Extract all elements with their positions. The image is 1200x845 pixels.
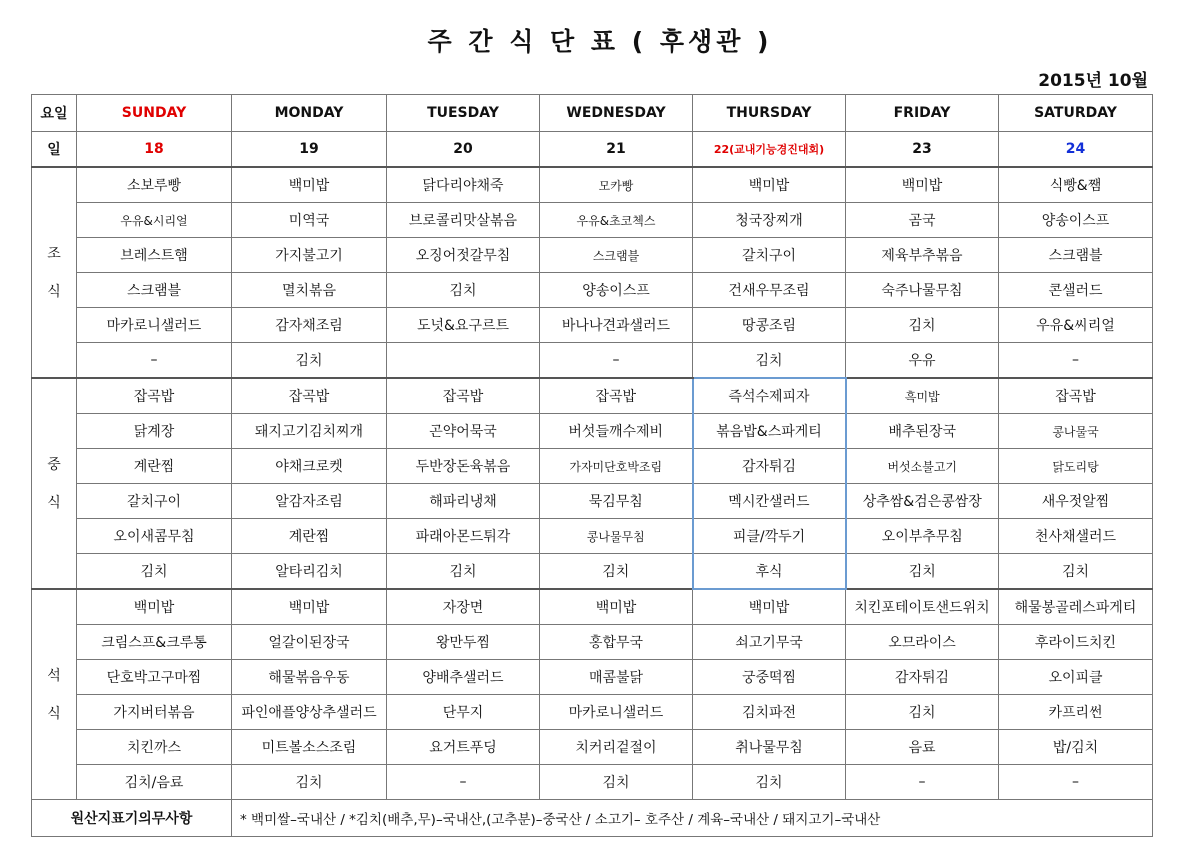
menu-item: 김치 (846, 308, 999, 343)
menu-item: 청국장찌개 (693, 203, 846, 238)
menu-item: 콘샐러드 (999, 273, 1153, 308)
menu-item: 잡곡밥 (387, 378, 540, 414)
date-cell: 18 (77, 132, 232, 168)
menu-item: 백미밥 (232, 589, 387, 625)
meal-label-char: 석 (47, 667, 61, 684)
menu-item: 상추쌈&검은콩쌈장 (846, 484, 999, 519)
menu-item: 갈치구이 (77, 484, 232, 519)
menu-item: 파인애플양상추샐러드 (232, 695, 387, 730)
day-header-wednesday: WEDNESDAY (540, 95, 693, 132)
meal-row (32, 414, 1153, 449)
menu-item: 즉석수제피자 (693, 378, 846, 414)
menu-item: 돼지고기김치찌개 (232, 414, 387, 449)
menu-item: 마카로니샐러드 (77, 308, 232, 343)
meal-label-char: 식 (47, 283, 61, 300)
origin-notice-row (32, 800, 1153, 837)
menu-item: 감자채조림 (232, 308, 387, 343)
menu-item: 스크램블 (77, 273, 232, 308)
menu-item: 콩나물국 (999, 414, 1153, 449)
menu-item: 잡곡밥 (232, 378, 387, 414)
menu-item: 음료 (846, 730, 999, 765)
menu-item: 후라이드치킨 (999, 625, 1153, 660)
menu-item: 후식 (693, 554, 846, 590)
menu-item: 양송이스프 (540, 273, 693, 308)
menu-item: 두반장돈육볶음 (387, 449, 540, 484)
menu-item: 백미밥 (540, 589, 693, 625)
menu-item: 왕만두찜 (387, 625, 540, 660)
meal-row (32, 449, 1153, 484)
menu-item: 가자미단호박조림 (540, 449, 693, 484)
meal-row (32, 484, 1153, 519)
month-label: 2015년 10월 (1038, 71, 1148, 91)
menu-item: 해물볶음우동 (232, 660, 387, 695)
meal-row (32, 238, 1153, 273)
day-header-thursday: THURSDAY (693, 95, 846, 132)
menu-item: 백미밥 (232, 167, 387, 203)
menu-item: 볶음밥&스파게티 (693, 414, 846, 449)
menu-item: 스크램블 (540, 238, 693, 273)
day-header-tuesday: TUESDAY (387, 95, 540, 132)
menu-item: 오이부추무침 (846, 519, 999, 554)
menu-item: 얼갈이된장국 (232, 625, 387, 660)
menu-item: 홍합무국 (540, 625, 693, 660)
meal-row (32, 695, 1153, 730)
menu-item: 양배추샐러드 (387, 660, 540, 695)
menu-item: 가지불고기 (232, 238, 387, 273)
menu-item: 김치 (540, 765, 693, 800)
menu-item: 치커리겉절이 (540, 730, 693, 765)
meal-row (32, 378, 1153, 414)
menu-item: 단호박고구마찜 (77, 660, 232, 695)
menu-item: 배추된장국 (846, 414, 999, 449)
menu-item: 알타리김치 (232, 554, 387, 590)
menu-item: 버섯소불고기 (846, 449, 999, 484)
menu-item: 김치/음료 (77, 765, 232, 800)
menu-item: 김치 (846, 695, 999, 730)
menu-item: 우유&시리얼 (77, 203, 232, 238)
menu-item: – (387, 765, 540, 800)
menu-item: 치킨포테이토샌드위치 (846, 589, 999, 625)
menu-item: 오징어젓갈무침 (387, 238, 540, 273)
menu-item: 김치 (387, 273, 540, 308)
menu-item: 야채크로켓 (232, 449, 387, 484)
menu-item: 김치 (999, 554, 1153, 590)
date-cell: 23 (846, 132, 999, 168)
menu-item: – (999, 765, 1153, 800)
menu-item: 닭계장 (77, 414, 232, 449)
menu-item: 파래아몬드튀각 (387, 519, 540, 554)
menu-item: 멸치볶음 (232, 273, 387, 308)
meal-label-char: 식 (47, 494, 61, 511)
menu-item: 도넛&요구르트 (387, 308, 540, 343)
menu-item: 김치파전 (693, 695, 846, 730)
menu-item: 오므라이스 (846, 625, 999, 660)
date-cell: 22(교내기능경진대회) (693, 132, 846, 168)
menu-item: 크림스프&크루통 (77, 625, 232, 660)
day-header-friday: FRIDAY (846, 95, 999, 132)
menu-item: 해파리냉채 (387, 484, 540, 519)
menu-item: – (540, 343, 693, 379)
menu-item: 오이피클 (999, 660, 1153, 695)
menu-item: 미트볼소스조림 (232, 730, 387, 765)
page-title: 주 간 식 단 표 ( 후생관 ) (427, 27, 773, 56)
menu-item: – (77, 343, 232, 379)
menu-item: 해물봉골레스파게티 (999, 589, 1153, 625)
day-header-row (32, 95, 1153, 132)
menu-item: 김치 (387, 554, 540, 590)
meal-row (32, 730, 1153, 765)
meal-label (32, 378, 77, 589)
menu-item: 제육부추볶음 (846, 238, 999, 273)
menu-item: 매콤불닭 (540, 660, 693, 695)
menu-item: 잡곡밥 (999, 378, 1153, 414)
date-cell: 24 (999, 132, 1153, 168)
menu-item: 백미밥 (693, 589, 846, 625)
menu-item: 브레스트햄 (77, 238, 232, 273)
menu-item (387, 343, 540, 379)
menu-item: 우유 (846, 343, 999, 379)
day-header-label: 요일 (32, 95, 77, 132)
menu-item: 계란찜 (232, 519, 387, 554)
meal-row (32, 273, 1153, 308)
menu-item: 스크램블 (999, 238, 1153, 273)
menu-item: 요거트푸딩 (387, 730, 540, 765)
meal-label (32, 167, 77, 378)
menu-item: 우유&초코첵스 (540, 203, 693, 238)
origin-notice-text: * 백미쌀–국내산 / *김치(배추,무)–국내산,(고추분)–중국산 / 소고기– 호주산 / 계육–국내산 / 돼지고기–국내산 (232, 800, 1153, 837)
menu-item: 버섯들깨수제비 (540, 414, 693, 449)
date-row (32, 132, 1153, 168)
menu-item: 감자튀김 (846, 660, 999, 695)
menu-item: 소보루빵 (77, 167, 232, 203)
meal-row (32, 625, 1153, 660)
menu-item: 가지버터볶음 (77, 695, 232, 730)
menu-item: 알감자조림 (232, 484, 387, 519)
menu-item: 백미밥 (693, 167, 846, 203)
menu-item: 김치 (846, 554, 999, 590)
menu-item: 바나나견과샐러드 (540, 308, 693, 343)
menu-item: 카프리썬 (999, 695, 1153, 730)
menu-item: 잡곡밥 (77, 378, 232, 414)
menu-item: 숙주나물무침 (846, 273, 999, 308)
meal-label (32, 589, 77, 800)
meal-row (32, 308, 1153, 343)
meal-row (32, 765, 1153, 800)
menu-item: 곰국 (846, 203, 999, 238)
menu-item: 밥/김치 (999, 730, 1153, 765)
menu-item: 피클/깍두기 (693, 519, 846, 554)
menu-item: 오이새콤무침 (77, 519, 232, 554)
menu-item: 쇠고기무국 (693, 625, 846, 660)
day-header-sunday: SUNDAY (77, 95, 232, 132)
menu-item: 잡곡밥 (540, 378, 693, 414)
menu-item: 닭도리탕 (999, 449, 1153, 484)
menu-item: 치킨까스 (77, 730, 232, 765)
meal-row (32, 519, 1153, 554)
menu-item: 묵김무침 (540, 484, 693, 519)
menu-item: 김치 (232, 343, 387, 379)
meal-row (32, 203, 1153, 238)
menu-item: 김치 (77, 554, 232, 590)
meal-row (32, 660, 1153, 695)
menu-item: 모카빵 (540, 167, 693, 203)
meal-row (32, 167, 1153, 203)
menu-item: 닭다리야채죽 (387, 167, 540, 203)
menu-item: 김치 (693, 343, 846, 379)
meal-row (32, 589, 1153, 625)
menu-item: 백미밥 (77, 589, 232, 625)
menu-item: 갈치구이 (693, 238, 846, 273)
menu-item: 곤약어묵국 (387, 414, 540, 449)
meal-label-char: 식 (47, 705, 61, 722)
menu-item: 브로콜리맛살볶음 (387, 203, 540, 238)
menu-item: 천사채샐러드 (999, 519, 1153, 554)
date-cell: 20 (387, 132, 540, 168)
menu-item: – (846, 765, 999, 800)
meal-row (32, 554, 1153, 590)
menu-item: 자장면 (387, 589, 540, 625)
date-label: 일 (32, 132, 77, 168)
menu-item: 계란찜 (77, 449, 232, 484)
menu-item: – (999, 343, 1153, 379)
menu-item: 땅콩조림 (693, 308, 846, 343)
menu-item: 궁중떡찜 (693, 660, 846, 695)
meal-label-char: 조 (47, 245, 61, 262)
menu-item: 콩나물무침 (540, 519, 693, 554)
day-header-saturday: SATURDAY (999, 95, 1153, 132)
menu-item: 멕시칸샐러드 (693, 484, 846, 519)
day-header-monday: MONDAY (232, 95, 387, 132)
menu-item: 새우젓알찜 (999, 484, 1153, 519)
menu-item: 감자튀김 (693, 449, 846, 484)
menu-item: 김치 (540, 554, 693, 590)
menu-item: 양송이스프 (999, 203, 1153, 238)
menu-item: 미역국 (232, 203, 387, 238)
menu-item: 취나물무침 (693, 730, 846, 765)
menu-item: 식빵&쨈 (999, 167, 1153, 203)
menu-item: 건새우무조림 (693, 273, 846, 308)
menu-item: 김치 (232, 765, 387, 800)
menu-item: 김치 (693, 765, 846, 800)
menu-item: 마카로니샐러드 (540, 695, 693, 730)
menu-item: 단무지 (387, 695, 540, 730)
menu-item: 흑미밥 (846, 378, 999, 414)
meal-row (32, 343, 1153, 379)
menu-item: 우유&씨리얼 (999, 308, 1153, 343)
weekly-menu-table (31, 94, 1153, 837)
meal-label-char: 중 (47, 456, 61, 473)
date-cell: 21 (540, 132, 693, 168)
date-cell: 19 (232, 132, 387, 168)
menu-item: 백미밥 (846, 167, 999, 203)
origin-notice-label: 원산지표기의무사항 (32, 800, 232, 837)
